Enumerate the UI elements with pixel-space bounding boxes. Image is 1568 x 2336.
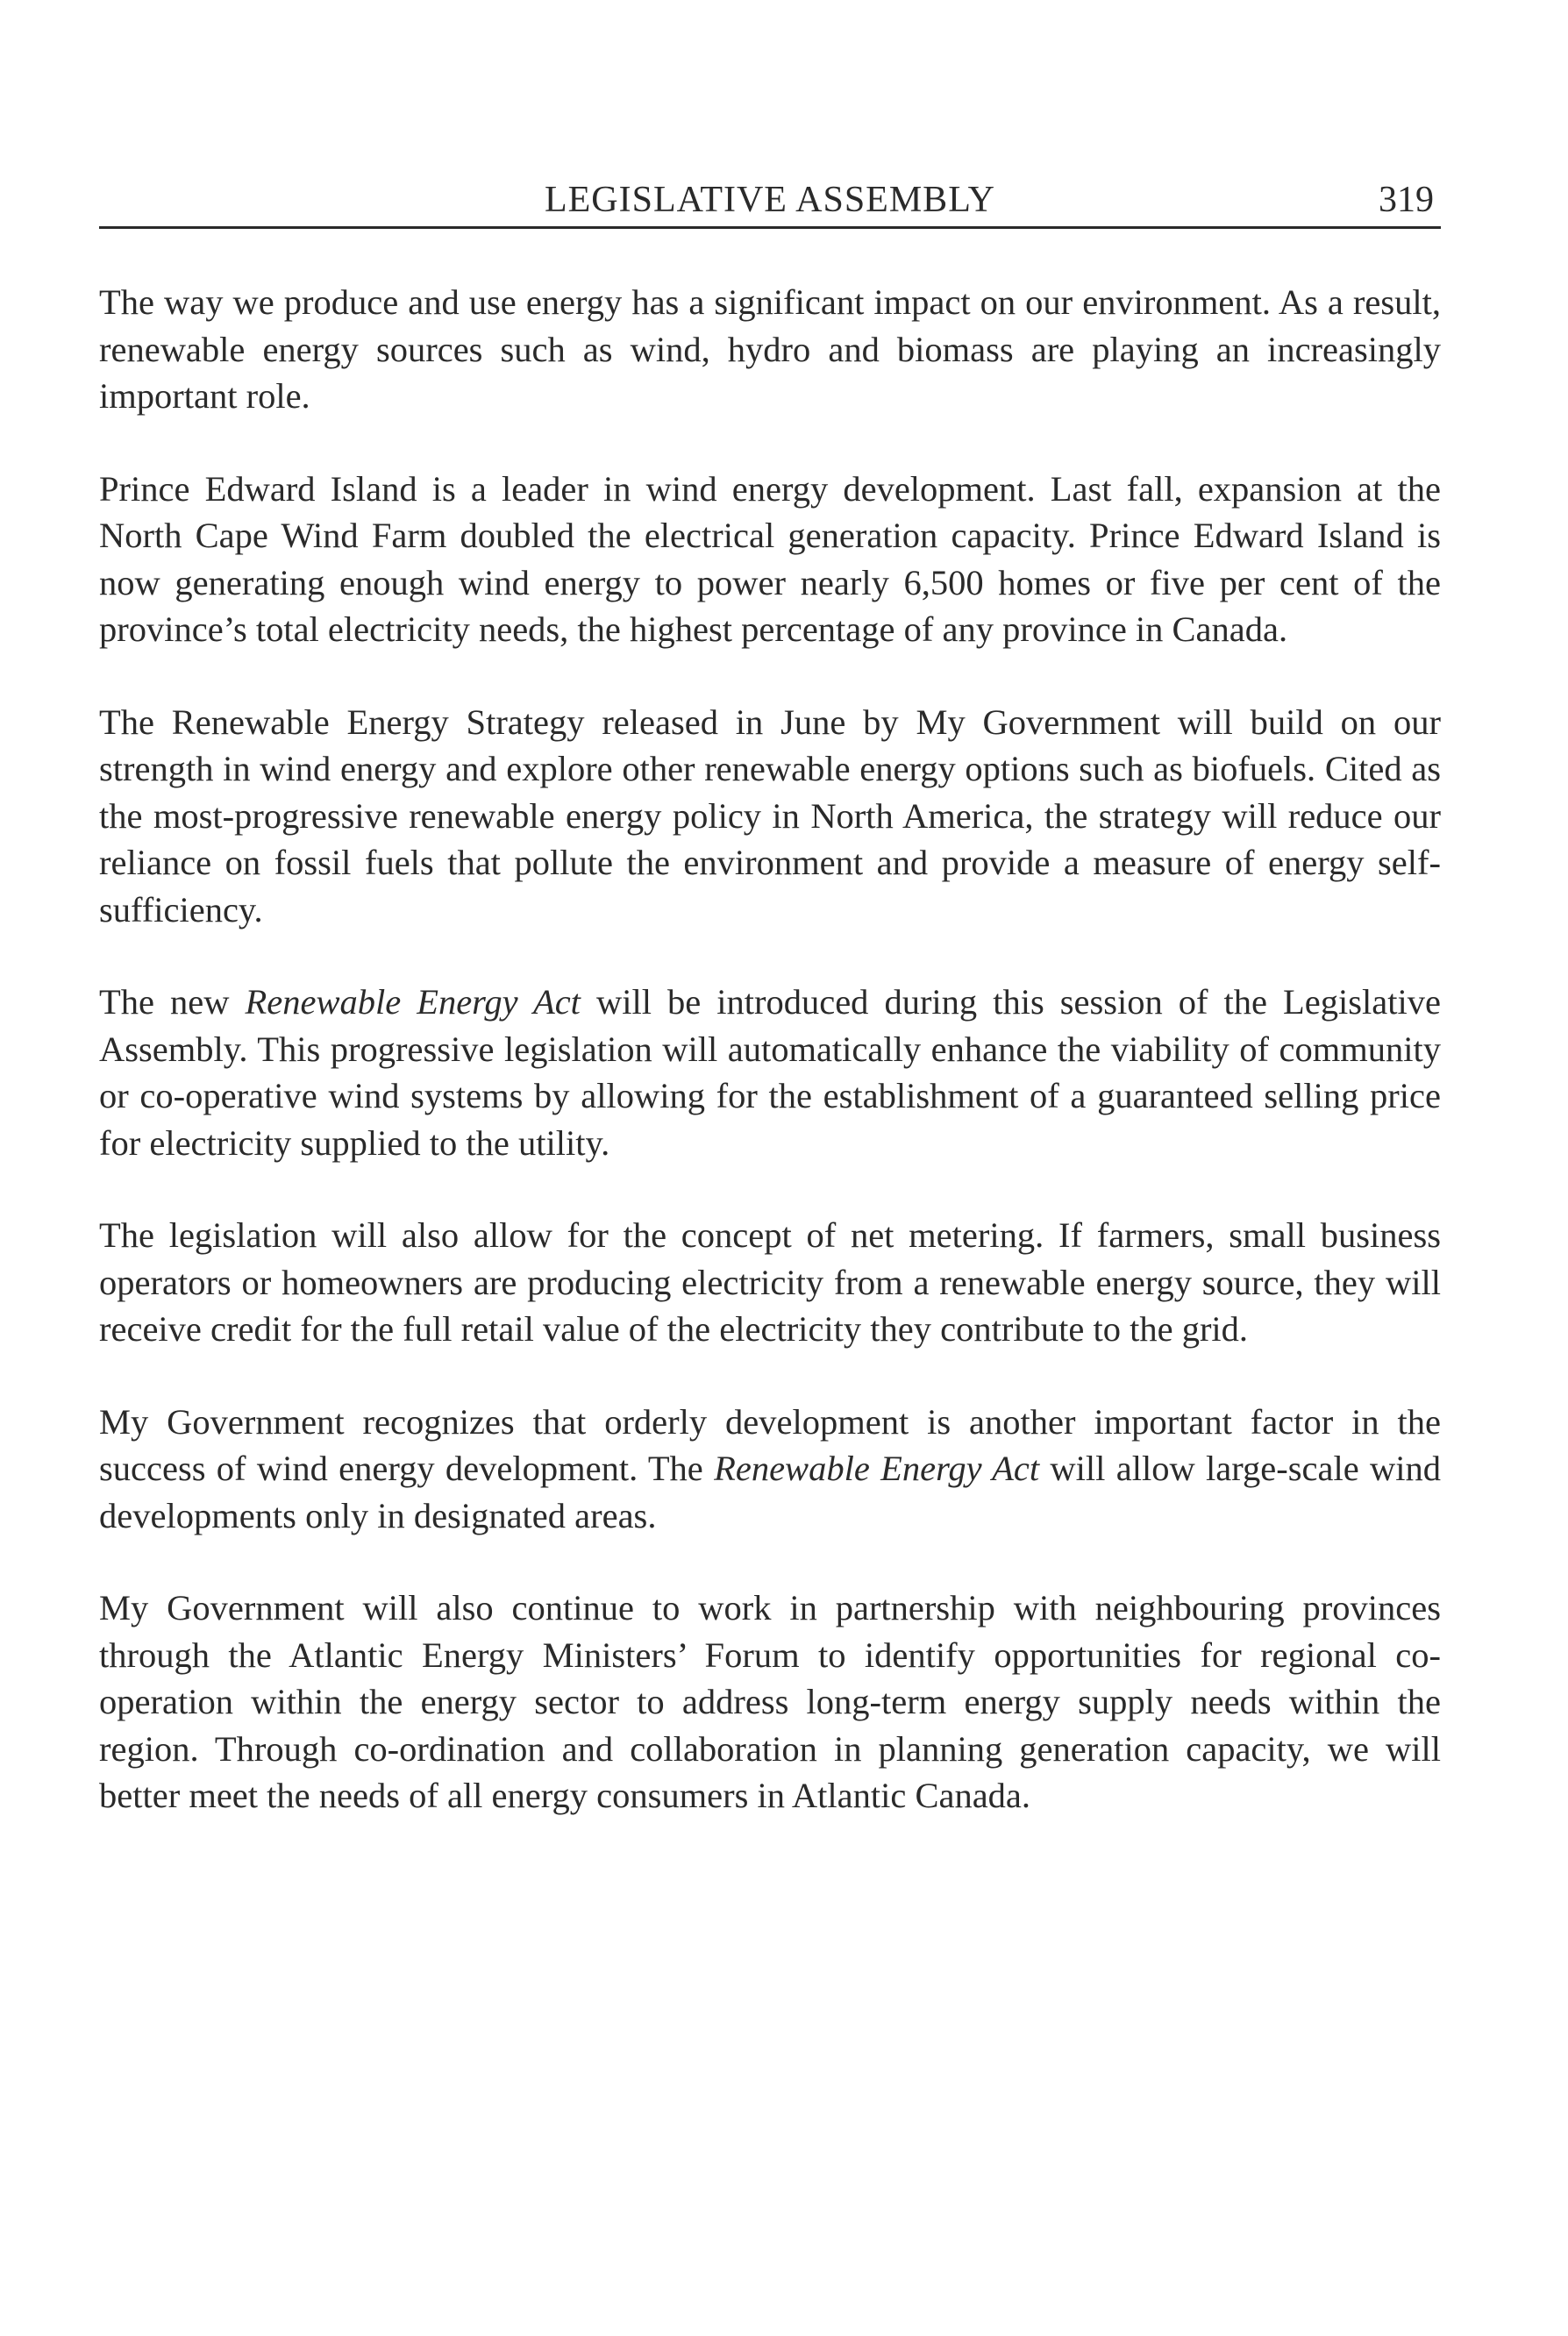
paragraph-energy-environment: The way we produce and use energy has a significant impact on our environment. As a result, renewable energy sources such as wind, hydro and biomass are playing an increasingly important role. — [99, 282, 1441, 416]
running-header — [99, 175, 1441, 229]
paragraph-atlantic-partnership: My Government will also continue to work in partnership with neighbouring provinces through the Atlantic Energy Ministers’ Forum to identify opportunities for regional co-operation within the energy sector to address long-term energy supply needs within the region. Through co-ordination and collaboration in planning generation capacity, we will better meet the needs of all energy consumers in Atlantic Canada. — [99, 1588, 1441, 1815]
paragraph-text: will allow large-scale wind developments only in designated areas. — [99, 1449, 1441, 1535]
paragraph-renewable-energy-act — [99, 979, 1441, 1166]
paragraph-orderly-development — [99, 1399, 1441, 1540]
paragraph-text: The new — [99, 982, 246, 1022]
header-title: LEGISLATIVE ASSEMBLY — [545, 180, 995, 220]
act-title-italic: Renewable Energy Act — [245, 982, 581, 1022]
paragraph-net-metering: The legislation will also allow for the concept of net metering. If farmers, small business operators or homeowners are producing electricity from a renewable energy source, they will receive credit for the full retail value of the electricity they contribute to the grid. — [99, 1215, 1441, 1349]
act-title-italic: Renewable Energy Act — [714, 1449, 1040, 1488]
page-number: 319 — [1379, 180, 1434, 220]
paragraph-text: My Government recognizes that orderly development is another important factor in the success of wind energy development. The — [99, 1401, 1441, 1488]
body-text — [99, 279, 1441, 1865]
paragraph-text: will be introduced during this session of the Legislative Assembly. This progressive legislation will automatically enhance the viability of community or co-operative wind systems by allowing for the establishment of a guaranteed selling price for electricity supplied to the utility. — [99, 982, 1441, 1163]
paragraph-renewable-energy-strategy: The Renewable Energy Strategy released in June by My Government will build on our strength in wind energy and explore other renewable energy options such as biofuels. Cited as the most-progressive renewable energy policy in North America, the strategy will reduce our reliance on fossil fuels that pollute the environment and provide a measure of energy self-sufficiency. — [99, 702, 1441, 929]
paragraph-pei-wind-leader: Prince Edward Island is a leader in wind energy development. Last fall, expansion at the North Cape Wind Farm doubled the electrical generation capacity. Prince Edward Island is now generating enough wind energy to power nearly 6,500 homes or five per cent of the province’s total electricity needs, the highest percentage of any province in Canada. — [99, 468, 1441, 649]
